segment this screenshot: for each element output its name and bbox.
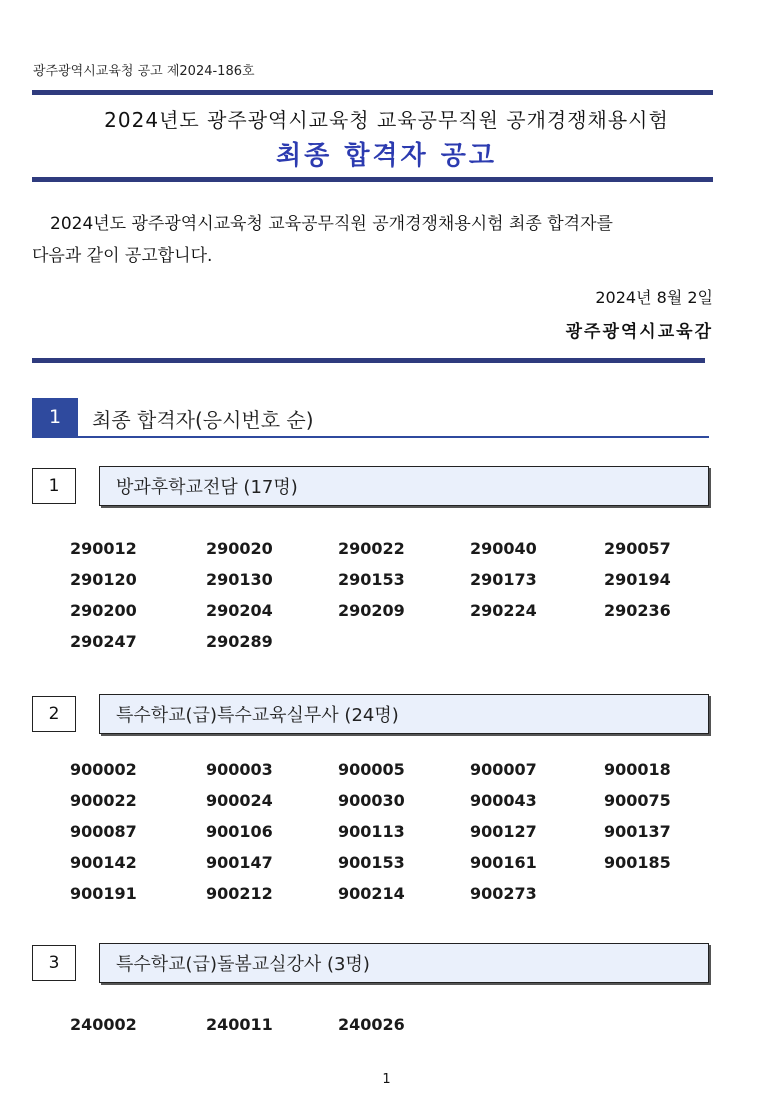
applicant-id: 900030 [338, 791, 405, 810]
category-1-id-list [70, 538, 724, 653]
applicant-id: 900142 [70, 853, 137, 872]
applicant-id: 900087 [70, 822, 137, 841]
applicant-id: 900007 [470, 760, 537, 779]
category-2-header [99, 694, 709, 734]
notice-number: 광주광역시교육청 공고 제2024-186호 [33, 64, 255, 79]
category-3-header [99, 943, 709, 983]
applicant-id: 900075 [604, 791, 671, 810]
applicant-id: 900043 [470, 791, 537, 810]
applicant-id: 290020 [206, 539, 273, 558]
applicant-id: 240011 [206, 1015, 273, 1034]
applicant-id: 290204 [206, 601, 273, 620]
title-line-2: 최종 합격자 공고 [276, 141, 497, 171]
applicant-id: 900127 [470, 822, 537, 841]
applicant-id: 900161 [470, 853, 537, 872]
applicant-id: 290209 [338, 601, 405, 620]
body-line-1: 2024년도 광주광역시교육청 교육공무직원 공개경쟁채용시험 최종 합격자를 [50, 214, 613, 234]
category-3-id-list [70, 1014, 724, 1036]
top-rule [32, 90, 713, 95]
applicant-id: 240026 [338, 1015, 405, 1034]
applicant-id: 900137 [604, 822, 671, 841]
applicant-id: 290200 [70, 601, 137, 620]
applicant-id: 900024 [206, 791, 273, 810]
applicant-id: 900273 [470, 884, 537, 903]
applicant-id: 290040 [470, 539, 537, 558]
issuer: 광주광역시교육감 [565, 322, 713, 342]
category-3-title: 특수학교(급)돌봄교실강사 (3명) [116, 954, 370, 975]
applicant-id: 290153 [338, 570, 405, 589]
applicant-id: 900113 [338, 822, 405, 841]
page-number: 1 [382, 1072, 391, 1087]
applicant-id: 900018 [604, 760, 671, 779]
notice-date: 2024년 8월 2일 [595, 288, 713, 307]
applicant-id: 900153 [338, 853, 405, 872]
category-1-title: 방과후학교전담 (17명) [116, 477, 298, 498]
applicant-id: 900214 [338, 884, 405, 903]
applicant-id: 290236 [604, 601, 671, 620]
applicant-id: 290012 [70, 539, 137, 558]
applicant-id: 290194 [604, 570, 671, 589]
applicant-id: 900147 [206, 853, 273, 872]
section-rule [32, 436, 709, 438]
applicant-id: 290224 [470, 601, 537, 620]
applicant-id: 900005 [338, 760, 405, 779]
applicant-id: 900212 [206, 884, 273, 903]
applicant-id: 900002 [70, 760, 137, 779]
applicant-id: 290057 [604, 539, 671, 558]
section-title: 최종 합격자(응시번호 순) [92, 408, 314, 432]
body-line-2: 다음과 같이 공고합니다. [32, 246, 213, 266]
applicant-id: 900022 [70, 791, 137, 810]
applicant-id: 900191 [70, 884, 137, 903]
title-line-1: 2024년도 광주광역시교육청 교육공무직원 공개경쟁채용시험 [104, 108, 669, 132]
applicant-id: 290247 [70, 632, 137, 651]
applicant-id: 290130 [206, 570, 273, 589]
category-3-number: 3 [32, 945, 76, 981]
category-2-number: 2 [32, 696, 76, 732]
applicant-id: 290022 [338, 539, 405, 558]
applicant-id: 240002 [70, 1015, 137, 1034]
category-2-title: 특수학교(급)특수교육실무사 (24명) [116, 705, 399, 726]
category-1-number: 1 [32, 468, 76, 504]
applicant-id: 290289 [206, 632, 273, 651]
applicant-id: 900003 [206, 760, 273, 779]
applicant-id: 290173 [470, 570, 537, 589]
body-rule [32, 358, 705, 363]
title-rule [32, 177, 713, 182]
applicant-id: 900106 [206, 822, 273, 841]
applicant-id: 290120 [70, 570, 137, 589]
category-2-id-list [70, 759, 724, 905]
category-1-header [99, 466, 709, 506]
section-number: 1 [32, 398, 78, 436]
applicant-id: 900185 [604, 853, 671, 872]
